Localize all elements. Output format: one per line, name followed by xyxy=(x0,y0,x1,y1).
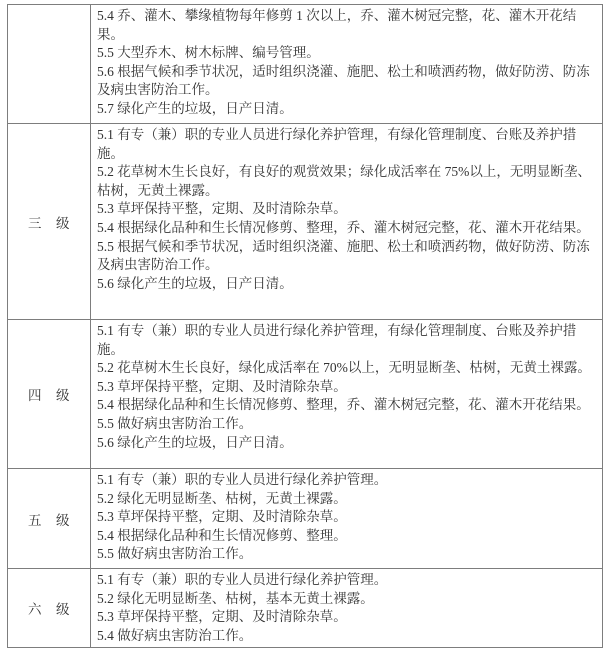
standard-item-text: 5.3 草坪保持平整，定期、及时清除杂草。 xyxy=(97,378,347,394)
standard-item-text: 5.4 根据绿化品种和生长情况修剪、整理，乔、灌木树冠完整，花、灌木开花结果。 xyxy=(97,219,590,235)
standard-item-text: 5.3 草坪保持平整，定期、及时清除杂草。 xyxy=(97,609,347,625)
standard-items-cell xyxy=(91,320,603,469)
standard-item-text: 5.2 花草树木生长良好，绿化成活率在 70%以上，无明显断垄、枯树，无黄土裸露。 xyxy=(97,360,591,376)
table-body xyxy=(8,5,603,648)
standard-item-text: 5.5 做好病虫害防治工作。 xyxy=(97,546,253,562)
grade-level-cell: 五 级 xyxy=(8,469,91,569)
standard-item-text: 5.5 大型乔木、树木标牌、编号管理。 xyxy=(97,45,320,61)
grade-level-cell xyxy=(8,5,91,124)
maintenance-standards-table xyxy=(7,4,603,648)
table-row xyxy=(8,320,603,469)
table-row xyxy=(8,469,603,569)
standard-item-text: 5.3 草坪保持平整，定期、及时清除杂草。 xyxy=(97,201,347,217)
table-row xyxy=(8,5,603,124)
grade-level-cell: 六 级 xyxy=(8,569,91,648)
standard-item-text: 5.3 草坪保持平整，定期、及时清除杂草。 xyxy=(97,509,347,525)
standard-item-text: 5.1 有专（兼）职的专业人员进行绿化养护管理。 xyxy=(97,472,388,487)
standard-item-text: 5.1 有专（兼）职的专业人员进行绿化养护管理。 xyxy=(97,572,388,587)
standard-item-text: 5.1 有专（兼）职的专业人员进行绿化养护管理，有绿化管理制度、台账及养护措施。 xyxy=(97,127,577,161)
standard-item-text: 5.2 花草树木生长良好，有良好的观赏效果；绿化成活率在 75%以上，无明显断垄、枯树，无黄土裸露。 xyxy=(97,164,591,198)
standard-item-text: 5.6 根据气候和季节状况，适时组织浇灌、施肥、松土和喷洒药物，做好防涝、防冻及病虫害防治工作。 xyxy=(97,63,590,98)
table-row xyxy=(8,569,603,648)
standard-item-text: 5.1 有专（兼）职的专业人员进行绿化养护管理，有绿化管理制度、台账及养护措施。 xyxy=(97,323,577,357)
standard-item-text: 5.4 根据绿化品种和生长情况修剪、整理。 xyxy=(97,527,347,543)
grade-level-cell: 四 级 xyxy=(8,320,91,469)
standard-items-cell xyxy=(91,469,603,569)
standard-item-text: 5.4 根据绿化品种和生长情况修剪、整理，乔、灌木树冠完整，花、灌木开花结果。 xyxy=(97,397,590,413)
standard-item-text: 5.4 做好病虫害防治工作。 xyxy=(97,627,253,643)
standard-items-cell xyxy=(91,5,603,124)
standard-item-text: 5.5 做好病虫害防治工作。 xyxy=(97,415,253,431)
standard-item-text: 5.4 乔、灌木、攀缘植物每年修剪 1 次以上，乔、灌木树冠完整，花、灌木开花结果。 xyxy=(97,8,577,42)
standard-item-text: 5.6 绿化产生的垃圾，日产日清。 xyxy=(97,434,293,450)
table-row xyxy=(8,124,603,320)
standard-item-text: 5.2 绿化无明显断垄、枯树，基本无黄土裸露。 xyxy=(97,590,374,606)
standard-items-cell xyxy=(91,124,603,320)
standard-item-text: 5.2 绿化无明显断垄、枯树，无黄土裸露。 xyxy=(97,490,347,506)
grade-level-cell: 三 级 xyxy=(8,124,91,320)
standard-item-text: 5.6 绿化产生的垃圾，日产日清。 xyxy=(97,275,293,291)
standard-items-cell xyxy=(91,569,603,648)
standard-item-text: 5.7 绿化产生的垃圾，日产日清。 xyxy=(97,100,293,116)
standard-item-text: 5.5 根据气候和季节状况，适时组织浇灌、施肥、松土和喷洒药物，做好防涝、防冻及病虫害防治工作。 xyxy=(97,238,590,273)
